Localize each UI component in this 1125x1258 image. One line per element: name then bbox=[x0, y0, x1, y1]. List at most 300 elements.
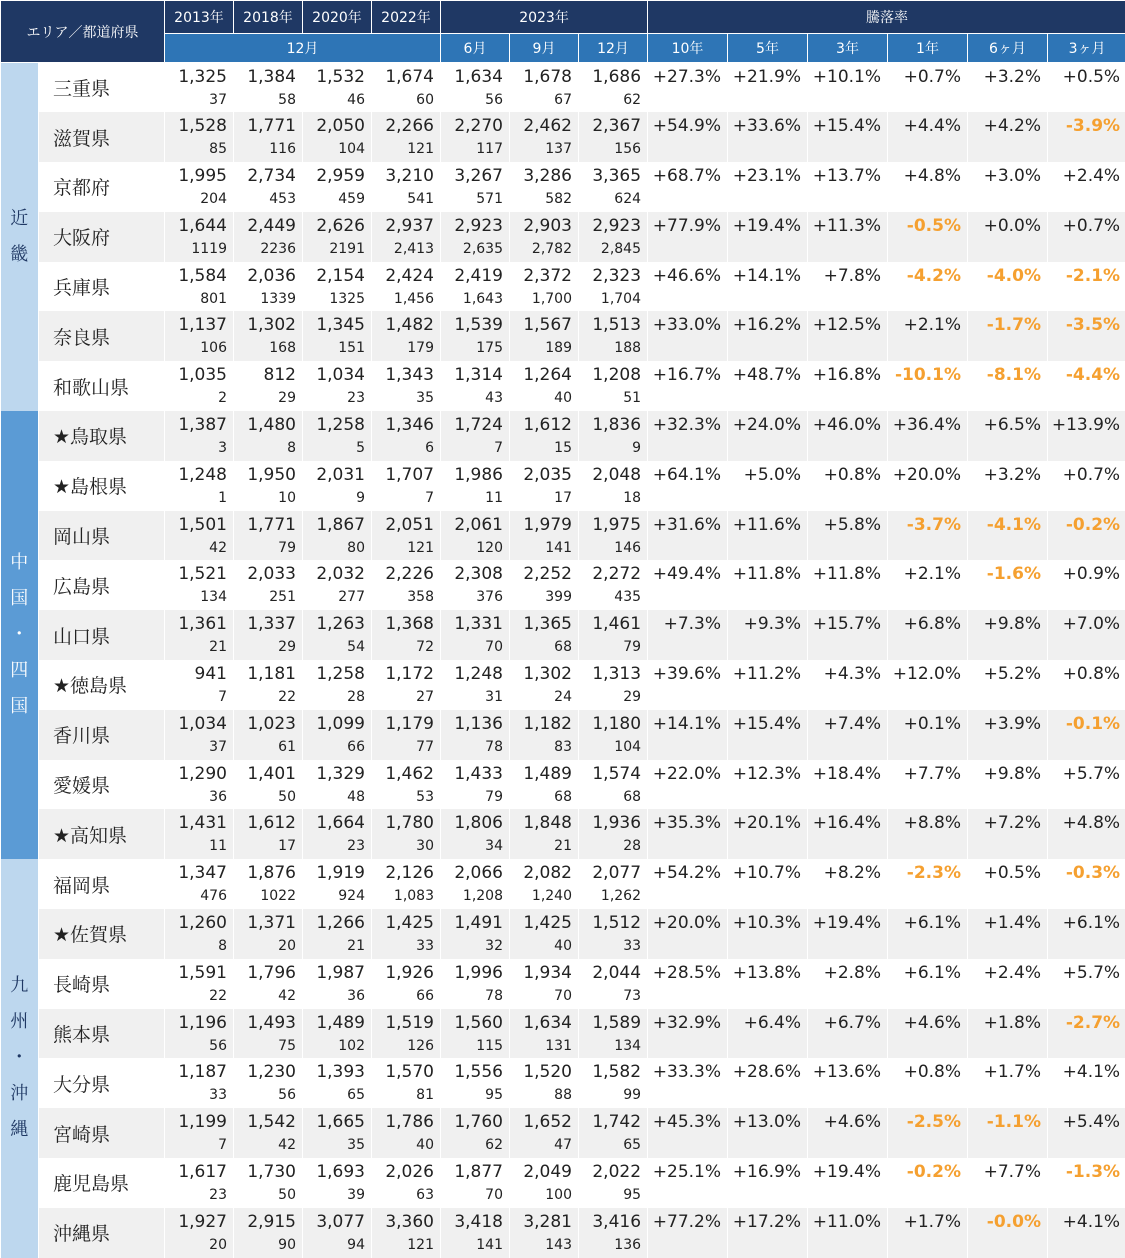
price-cell bbox=[441, 610, 510, 660]
price-cell bbox=[165, 1009, 234, 1059]
price-cell bbox=[303, 511, 372, 561]
price-cell bbox=[234, 162, 303, 212]
rate-cell bbox=[1048, 361, 1125, 411]
sample-count: 50 bbox=[278, 788, 296, 805]
price-value: 1,431 bbox=[178, 813, 227, 834]
table-row bbox=[1, 361, 1125, 411]
sample-count: 5 bbox=[356, 440, 365, 457]
sample-count: 104 bbox=[338, 141, 365, 158]
price-cell bbox=[372, 1108, 441, 1158]
rate-cell bbox=[968, 262, 1048, 312]
price-value: 3,286 bbox=[523, 166, 572, 187]
sample-count: 376 bbox=[476, 589, 503, 606]
table-row bbox=[1, 212, 1125, 262]
sample-count: 28 bbox=[347, 689, 365, 706]
rate-value: +6.7% bbox=[823, 1012, 882, 1033]
prefecture-name: 長崎県 bbox=[39, 959, 165, 1009]
price-value: 1,302 bbox=[247, 315, 296, 336]
price-cell bbox=[579, 760, 648, 810]
rate-cell bbox=[728, 63, 808, 113]
rate-cell bbox=[968, 760, 1048, 810]
price-value: 1,199 bbox=[178, 1112, 227, 1133]
sample-count: 95 bbox=[623, 1187, 642, 1204]
rate-cell bbox=[648, 511, 728, 561]
rate-cell bbox=[808, 660, 888, 710]
sample-count: 65 bbox=[347, 1087, 365, 1104]
sample-count: 35 bbox=[416, 390, 434, 407]
price-value: 1,425 bbox=[385, 913, 434, 934]
price-value: 1,975 bbox=[592, 514, 642, 535]
price-value: 1,567 bbox=[523, 315, 572, 336]
table-row bbox=[1, 1208, 1125, 1258]
rate-cell bbox=[728, 1208, 808, 1258]
sample-count: 78 bbox=[485, 987, 503, 1004]
price-value: 2,903 bbox=[523, 215, 572, 236]
rate-cell bbox=[648, 1058, 728, 1108]
rate-cell bbox=[888, 959, 968, 1009]
rate-value: +2.1% bbox=[903, 315, 962, 336]
rate-cell bbox=[648, 1108, 728, 1158]
rate-value: +11.0% bbox=[812, 1211, 882, 1232]
price-cell bbox=[579, 560, 648, 610]
rate-cell bbox=[888, 311, 968, 361]
rate-value: +36.4% bbox=[892, 415, 962, 436]
price-value: 1,258 bbox=[316, 664, 365, 685]
price-cell bbox=[303, 311, 372, 361]
rate-value: +0.8% bbox=[1062, 664, 1121, 685]
sample-count: 94 bbox=[347, 1236, 365, 1253]
price-cell bbox=[372, 760, 441, 810]
price-cell bbox=[579, 162, 648, 212]
price-cell bbox=[303, 1108, 372, 1158]
year-header: 2022年 bbox=[372, 1, 441, 34]
sample-count: 175 bbox=[476, 340, 503, 357]
rate-value: +4.1% bbox=[1062, 1062, 1121, 1083]
sample-count: 79 bbox=[485, 788, 503, 805]
sample-count: 22 bbox=[209, 987, 227, 1004]
price-value: 1,258 bbox=[316, 415, 365, 436]
prefecture-name: 愛媛県 bbox=[39, 760, 165, 810]
rate-value: -0.2% bbox=[906, 1162, 962, 1183]
rate-value: +6.5% bbox=[983, 415, 1042, 436]
rate-cell bbox=[888, 162, 968, 212]
price-value: 1,493 bbox=[247, 1012, 296, 1033]
table-row bbox=[1, 112, 1125, 162]
price-cell bbox=[234, 511, 303, 561]
price-cell bbox=[510, 959, 579, 1009]
sample-count: 83 bbox=[554, 738, 572, 755]
price-value: 1,848 bbox=[523, 813, 572, 834]
price-value: 1,314 bbox=[454, 365, 503, 386]
sample-count: 79 bbox=[278, 539, 296, 556]
price-value: 3,365 bbox=[592, 166, 642, 187]
price-cell bbox=[165, 212, 234, 262]
rate-cell bbox=[968, 859, 1048, 909]
rate-cell bbox=[808, 959, 888, 1009]
price-cell bbox=[372, 660, 441, 710]
rate-value: +2.1% bbox=[903, 564, 962, 585]
rate-cell bbox=[808, 461, 888, 511]
rate-cell bbox=[808, 112, 888, 162]
sample-count: 78 bbox=[485, 738, 503, 755]
price-cell bbox=[234, 461, 303, 511]
price-cell bbox=[372, 859, 441, 909]
rate-value: +0.7% bbox=[1062, 464, 1121, 485]
year-2023-header: 2023年 bbox=[441, 1, 648, 34]
sample-count: 20 bbox=[278, 938, 296, 955]
rate-cell bbox=[1048, 112, 1125, 162]
sample-count: 121 bbox=[407, 141, 434, 158]
rate-value: +3.0% bbox=[983, 166, 1042, 187]
rate-cell bbox=[808, 1058, 888, 1108]
table-row bbox=[1, 511, 1125, 561]
rate-value: +22.0% bbox=[652, 763, 722, 784]
price-value: 1,346 bbox=[385, 415, 434, 436]
sample-count: 36 bbox=[209, 788, 227, 805]
sample-count: 33 bbox=[623, 938, 642, 955]
price-value: 1,384 bbox=[247, 67, 296, 87]
rate-cell bbox=[648, 760, 728, 810]
price-cell bbox=[510, 262, 579, 312]
rate-cell bbox=[1048, 311, 1125, 361]
december-header: 12月 bbox=[165, 34, 441, 63]
price-value: 3,281 bbox=[523, 1211, 572, 1232]
table-row bbox=[1, 760, 1125, 810]
price-value: 2,372 bbox=[523, 265, 572, 286]
rate-cell bbox=[888, 660, 968, 710]
rate-cell bbox=[888, 112, 968, 162]
sample-count: 1,240 bbox=[531, 888, 572, 905]
price-cell bbox=[579, 212, 648, 262]
sample-count: 277 bbox=[338, 589, 365, 606]
rate-cell bbox=[1048, 1009, 1125, 1059]
rate-cell bbox=[968, 511, 1048, 561]
rate-cell bbox=[888, 63, 968, 113]
rate-cell bbox=[728, 859, 808, 909]
price-cell bbox=[165, 411, 234, 461]
rate-value: +54.9% bbox=[652, 116, 722, 137]
rate-value: +4.6% bbox=[903, 1012, 962, 1033]
rate-cell bbox=[888, 262, 968, 312]
price-value: 1,528 bbox=[178, 116, 227, 137]
price-value: 2,035 bbox=[523, 464, 572, 485]
sample-count: 131 bbox=[545, 1037, 572, 1054]
rate-cell bbox=[648, 311, 728, 361]
price-cell bbox=[372, 63, 441, 113]
price-cell bbox=[234, 710, 303, 760]
sample-count: 35 bbox=[347, 1137, 365, 1154]
rate-cell bbox=[968, 560, 1048, 610]
rate-cell bbox=[728, 1108, 808, 1158]
price-value: 1,425 bbox=[523, 913, 572, 934]
rate-value: -4.1% bbox=[986, 514, 1042, 535]
rate-cell bbox=[1048, 212, 1125, 262]
sample-count: 34 bbox=[485, 838, 503, 855]
sample-count: 79 bbox=[623, 639, 642, 656]
price-cell bbox=[372, 112, 441, 162]
price-value: 1,266 bbox=[316, 913, 365, 934]
rate-cell bbox=[648, 660, 728, 710]
price-cell bbox=[165, 461, 234, 511]
price-value: 941 bbox=[194, 664, 227, 685]
rate-cell bbox=[808, 710, 888, 760]
price-value: 1,248 bbox=[454, 664, 503, 685]
sample-count: 1022 bbox=[260, 888, 296, 905]
rate-value: +14.1% bbox=[732, 265, 802, 286]
rate-value: +4.8% bbox=[1062, 813, 1121, 834]
sample-count: 1,208 bbox=[462, 888, 503, 905]
rate-value: +10.3% bbox=[732, 913, 802, 934]
price-cell bbox=[165, 63, 234, 113]
price-value: 1,986 bbox=[454, 464, 503, 485]
price-value: 1,512 bbox=[592, 913, 642, 934]
price-value: 1,513 bbox=[592, 315, 642, 336]
sample-count: 28 bbox=[623, 838, 642, 855]
price-value: 2,323 bbox=[592, 265, 642, 286]
price-cell bbox=[234, 909, 303, 959]
price-cell bbox=[165, 262, 234, 312]
price-cell bbox=[234, 262, 303, 312]
price-cell bbox=[441, 1158, 510, 1208]
sample-count: 42 bbox=[278, 1137, 296, 1154]
price-value: 2,449 bbox=[247, 215, 296, 236]
table-row bbox=[1, 461, 1125, 511]
sample-count: 51 bbox=[623, 390, 642, 407]
price-cell bbox=[165, 859, 234, 909]
price-cell bbox=[579, 1158, 648, 1208]
price-cell bbox=[234, 112, 303, 162]
prefecture-name: 三重県 bbox=[39, 63, 165, 113]
rate-value: +5.7% bbox=[1062, 763, 1121, 784]
price-cell bbox=[165, 610, 234, 660]
price-value: 1,652 bbox=[523, 1112, 572, 1133]
rate-cell bbox=[968, 162, 1048, 212]
rate-value: +7.8% bbox=[823, 265, 882, 286]
sample-count: 29 bbox=[278, 639, 296, 656]
rate-value: +4.4% bbox=[903, 116, 962, 137]
price-cell bbox=[234, 311, 303, 361]
year-header: 2018年 bbox=[234, 1, 303, 34]
price-value: 1,365 bbox=[523, 614, 572, 635]
rate-cell bbox=[968, 710, 1048, 760]
rate-value: +11.3% bbox=[812, 215, 882, 236]
sample-count: 68 bbox=[554, 639, 572, 656]
price-cell bbox=[510, 859, 579, 909]
table-body bbox=[1, 63, 1125, 1258]
sample-count: 9 bbox=[356, 489, 365, 506]
price-value: 1,678 bbox=[523, 67, 572, 87]
rate-value: +19.4% bbox=[732, 215, 802, 236]
prefecture-name: 宮崎県 bbox=[39, 1108, 165, 1158]
rate-cell bbox=[968, 311, 1048, 361]
rate-value: +25.1% bbox=[652, 1162, 722, 1183]
sample-count: 1,643 bbox=[462, 290, 503, 307]
price-cell bbox=[165, 1108, 234, 1158]
price-cell bbox=[372, 710, 441, 760]
price-value: 2,252 bbox=[523, 564, 572, 585]
rate-value: +23.1% bbox=[732, 166, 802, 187]
sample-count: 21 bbox=[347, 938, 365, 955]
price-value: 2,308 bbox=[454, 564, 503, 585]
region-char: 国 bbox=[10, 696, 29, 718]
sample-count: 85 bbox=[209, 141, 227, 158]
rate-cell bbox=[968, 959, 1048, 1009]
rate-cell bbox=[648, 212, 728, 262]
sample-count: 2 bbox=[218, 390, 227, 407]
sample-count: 126 bbox=[407, 1037, 434, 1054]
rate-value: -4.0% bbox=[986, 265, 1042, 286]
price-value: 1,182 bbox=[523, 713, 572, 734]
rate-value: -0.1% bbox=[1065, 713, 1121, 734]
sample-count: 32 bbox=[485, 938, 503, 955]
price-value: 1,644 bbox=[178, 215, 227, 236]
price-value: 2,077 bbox=[592, 863, 642, 884]
rate-value: +77.9% bbox=[652, 215, 722, 236]
price-cell bbox=[165, 710, 234, 760]
price-cell bbox=[234, 1208, 303, 1258]
rate-value: +21.9% bbox=[732, 67, 802, 87]
rate-cell bbox=[888, 1158, 968, 1208]
sample-count: 121 bbox=[407, 539, 434, 556]
rate-cell bbox=[648, 959, 728, 1009]
rate-value: +5.8% bbox=[823, 514, 882, 535]
rate-value: +4.1% bbox=[1062, 1211, 1121, 1232]
rate-value: +1.8% bbox=[983, 1012, 1042, 1033]
sample-count: 459 bbox=[338, 191, 365, 208]
rate-cell bbox=[728, 411, 808, 461]
rate-value: +5.7% bbox=[1062, 962, 1121, 983]
rate-cell bbox=[1048, 809, 1125, 859]
price-value: 1,617 bbox=[178, 1162, 227, 1183]
price-value: 3,077 bbox=[316, 1211, 365, 1232]
rate-value: +16.4% bbox=[812, 813, 882, 834]
price-value: 1,313 bbox=[592, 664, 642, 685]
rate-value: -2.3% bbox=[906, 863, 962, 884]
price-value: 2,923 bbox=[454, 215, 503, 236]
sample-count: 95 bbox=[485, 1087, 503, 1104]
price-value: 1,461 bbox=[592, 614, 642, 635]
price-cell bbox=[234, 1108, 303, 1158]
price-cell bbox=[372, 610, 441, 660]
sample-count: 17 bbox=[278, 838, 296, 855]
price-value: 1,179 bbox=[385, 713, 434, 734]
rate-value: +13.9% bbox=[1051, 415, 1121, 436]
price-value: 1,532 bbox=[316, 67, 365, 87]
month-header: 9月 bbox=[510, 34, 579, 63]
rate-value: -3.7% bbox=[906, 514, 962, 535]
rate-value: +33.3% bbox=[652, 1062, 722, 1083]
price-value: 1,433 bbox=[454, 763, 503, 784]
price-cell bbox=[234, 212, 303, 262]
rate-value: +14.1% bbox=[652, 713, 722, 734]
rate-value: +11.2% bbox=[732, 664, 802, 685]
region-char: 九 bbox=[10, 975, 29, 997]
rate-cell bbox=[648, 610, 728, 660]
prefecture-name: 和歌山県 bbox=[39, 361, 165, 411]
price-value: 1,521 bbox=[178, 564, 227, 585]
rate-value: +46.0% bbox=[812, 415, 882, 436]
prefecture-name: 沖縄県 bbox=[39, 1208, 165, 1258]
price-value: 1,401 bbox=[247, 763, 296, 784]
price-cell bbox=[441, 63, 510, 113]
rate-col-header: 1年 bbox=[888, 34, 968, 63]
rate-value: +46.6% bbox=[652, 265, 722, 286]
rate-value: +49.4% bbox=[652, 564, 722, 585]
sample-count: 37 bbox=[209, 92, 227, 108]
price-value: 2,050 bbox=[316, 116, 365, 137]
rate-cell bbox=[728, 361, 808, 411]
rate-col-header: 5年 bbox=[728, 34, 808, 63]
price-cell bbox=[510, 361, 579, 411]
rate-cell bbox=[648, 262, 728, 312]
sample-count: 1 bbox=[218, 489, 227, 506]
price-cell bbox=[372, 809, 441, 859]
price-cell bbox=[234, 1058, 303, 1108]
rate-value: +6.8% bbox=[903, 614, 962, 635]
rate-cell bbox=[968, 1208, 1048, 1258]
price-cell bbox=[372, 361, 441, 411]
prefecture-name: 兵庫県 bbox=[39, 262, 165, 312]
price-value: 1,979 bbox=[523, 514, 572, 535]
sample-count: 8 bbox=[218, 938, 227, 955]
price-value: 1,877 bbox=[454, 1162, 503, 1183]
price-cell bbox=[165, 760, 234, 810]
prefecture-name: 熊本県 bbox=[39, 1009, 165, 1059]
sample-count: 156 bbox=[614, 141, 642, 158]
sample-count: 8 bbox=[287, 440, 296, 457]
price-cell bbox=[165, 1208, 234, 1258]
price-value: 2,959 bbox=[316, 166, 365, 187]
rate-cell bbox=[728, 1158, 808, 1208]
price-cell bbox=[510, 511, 579, 561]
sample-count: 106 bbox=[200, 340, 227, 357]
price-cell bbox=[441, 560, 510, 610]
price-value: 1,302 bbox=[523, 664, 572, 685]
price-cell bbox=[372, 1158, 441, 1208]
table-row bbox=[1, 262, 1125, 312]
rate-cell bbox=[888, 909, 968, 959]
rate-cell bbox=[648, 411, 728, 461]
rate-value: +6.1% bbox=[903, 962, 962, 983]
rate-value: +28.5% bbox=[652, 962, 722, 983]
price-value: 1,501 bbox=[178, 514, 227, 535]
sample-count: 1339 bbox=[260, 290, 296, 307]
price-cell bbox=[303, 859, 372, 909]
sample-count: 11 bbox=[209, 838, 227, 855]
price-cell bbox=[165, 112, 234, 162]
rate-value: +4.3% bbox=[823, 664, 882, 685]
rate-value: -1.6% bbox=[986, 564, 1042, 585]
sample-count: 39 bbox=[347, 1187, 365, 1204]
price-value: 2,048 bbox=[592, 464, 642, 485]
sample-count: 924 bbox=[338, 888, 365, 905]
table-row bbox=[1, 1058, 1125, 1108]
sample-count: 60 bbox=[416, 92, 434, 108]
price-cell bbox=[234, 361, 303, 411]
sample-count: 136 bbox=[614, 1236, 642, 1253]
price-value: 1,187 bbox=[178, 1062, 227, 1083]
sample-count: 100 bbox=[545, 1187, 572, 1204]
price-cell bbox=[234, 760, 303, 810]
region-char: ・ bbox=[10, 1047, 29, 1069]
rate-cell bbox=[888, 361, 968, 411]
rate-cell bbox=[808, 1158, 888, 1208]
table-row bbox=[1, 162, 1125, 212]
rate-cell bbox=[968, 411, 1048, 461]
sample-count: 624 bbox=[614, 191, 642, 208]
table-row bbox=[1, 560, 1125, 610]
price-value: 1,462 bbox=[385, 763, 434, 784]
